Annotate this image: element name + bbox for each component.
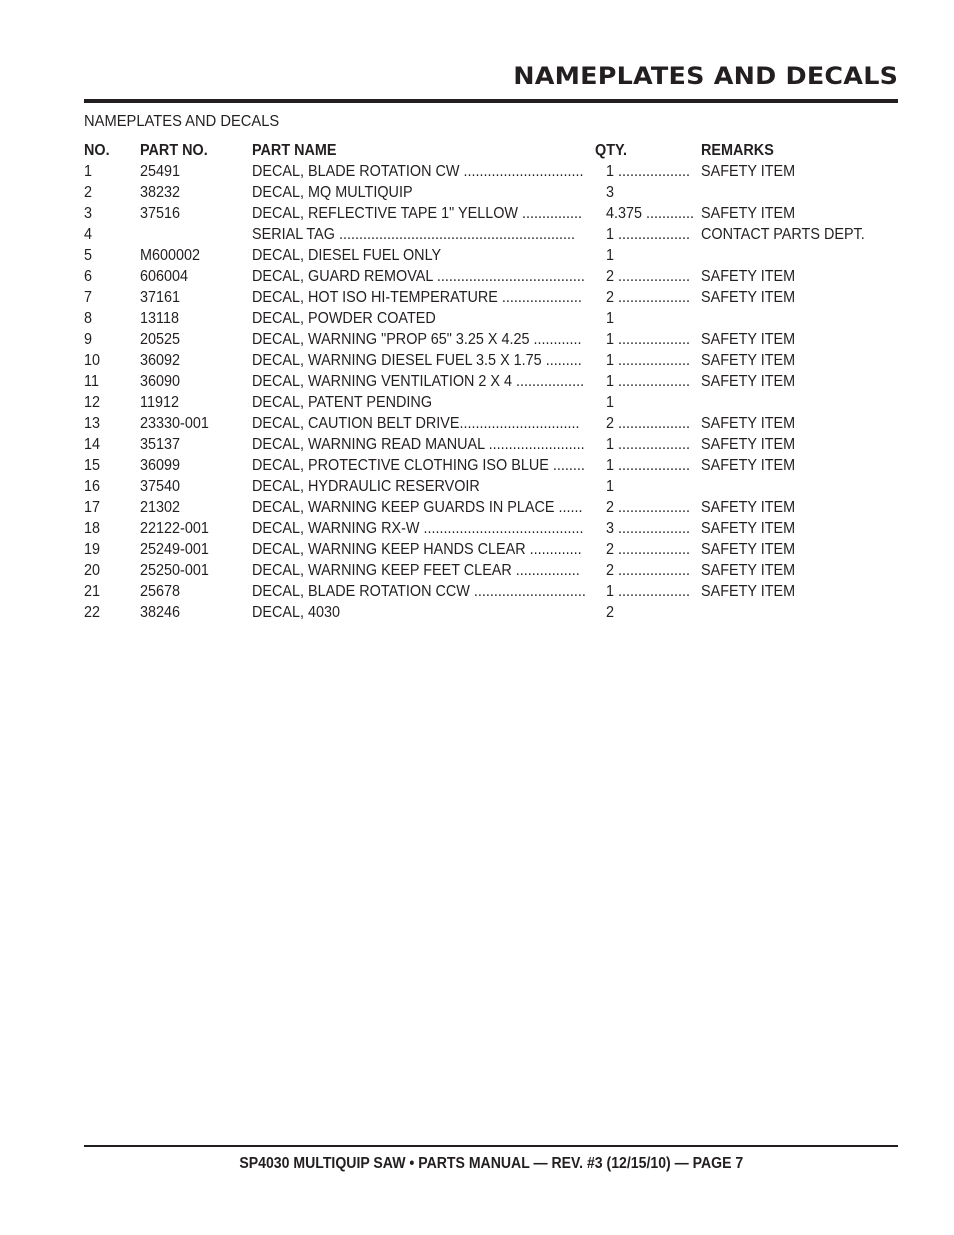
header-remarks: REMARKS: [701, 142, 774, 159]
table-row: [84, 392, 898, 413]
cell-remarks: SAFETY ITEM: [701, 415, 796, 432]
cell-qty: 2: [606, 604, 615, 621]
cell-remarks: SAFETY ITEM: [701, 268, 796, 285]
cell-part-no: 36092: [140, 352, 181, 369]
table-row: [84, 497, 898, 518]
cell-no: 8: [84, 310, 93, 327]
cell-qty: 1 ..................: [606, 331, 691, 348]
cell-qty: 2 ..................: [606, 499, 691, 516]
cell-no: 21: [84, 583, 101, 600]
cell-qty: 2 ..................: [606, 562, 691, 579]
cell-no: 15: [84, 457, 101, 474]
cell-part-name: DECAL, WARNING RX-W ........................................: [252, 520, 584, 537]
table-row: [84, 329, 898, 350]
cell-part-no: 20525: [140, 331, 181, 348]
cell-remarks: SAFETY ITEM: [701, 436, 796, 453]
cell-no: 17: [84, 499, 101, 516]
cell-part-name: DECAL, WARNING DIESEL FUEL 3.5 X 1.75 .........: [252, 352, 582, 369]
cell-qty: 1: [606, 394, 615, 411]
table-row: [84, 203, 898, 224]
table-row: [84, 560, 898, 581]
cell-part-no: 13118: [140, 310, 179, 327]
cell-part-no: 11912: [140, 394, 179, 411]
cell-qty: 2 ..................: [606, 268, 691, 285]
cell-no: 10: [84, 352, 101, 369]
cell-part-no: 25249-001: [140, 541, 209, 558]
table-row: [84, 308, 898, 329]
cell-part-name: DECAL, WARNING "PROP 65" 3.25 X 4.25 ............: [252, 331, 582, 348]
cell-part-name: DECAL, WARNING KEEP GUARDS IN PLACE ......: [252, 499, 583, 516]
cell-part-no: 36099: [140, 457, 181, 474]
header-no: NO.: [84, 142, 110, 159]
cell-qty: 2 ..................: [606, 289, 691, 306]
cell-remarks: SAFETY ITEM: [701, 583, 796, 600]
table-body: [84, 161, 898, 623]
cell-remarks: SAFETY ITEM: [701, 373, 796, 390]
table-row: [84, 287, 898, 308]
cell-part-no: 35137: [140, 436, 181, 453]
title-rule: [84, 99, 898, 103]
cell-part-no: 38246: [140, 604, 181, 621]
table-row: [84, 434, 898, 455]
cell-remarks: SAFETY ITEM: [701, 289, 796, 306]
cell-no: 20: [84, 562, 101, 579]
cell-remarks: SAFETY ITEM: [701, 499, 796, 516]
cell-part-name: DECAL, CAUTION BELT DRIVE..............................: [252, 415, 580, 432]
footer-text: SP4030 MULTIQUIP SAW • PARTS MANUAL — REV. #3 (12/15/10) — PAGE 7: [239, 1155, 743, 1172]
cell-part-no: 38232: [140, 184, 181, 201]
cell-part-no: 37540: [140, 478, 181, 495]
cell-no: 16: [84, 478, 101, 495]
cell-no: 3: [84, 205, 93, 222]
cell-part-no: 25250-001: [140, 562, 209, 579]
table-row: [84, 413, 898, 434]
cell-part-name: DECAL, WARNING KEEP HANDS CLEAR .............: [252, 541, 582, 558]
cell-remarks: SAFETY ITEM: [701, 331, 796, 348]
cell-part-name: DECAL, PATENT PENDING: [252, 394, 433, 411]
cell-part-no: 23330-001: [140, 415, 209, 432]
cell-no: 4: [84, 226, 93, 243]
table-row: [84, 350, 898, 371]
cell-no: 19: [84, 541, 101, 558]
page-footer: [84, 1155, 898, 1173]
table-row: [84, 161, 898, 182]
cell-no: 2: [84, 184, 93, 201]
table-header-row: [84, 140, 898, 161]
cell-no: 12: [84, 394, 101, 411]
cell-part-no: 22122-001: [140, 520, 209, 537]
table-row: [84, 455, 898, 476]
cell-no: 11: [84, 373, 99, 390]
cell-no: 9: [84, 331, 93, 348]
table-row: [84, 371, 898, 392]
cell-no: 18: [84, 520, 101, 537]
footer-rule: [84, 1145, 898, 1147]
cell-remarks: CONTACT PARTS DEPT.: [701, 226, 865, 243]
cell-part-no: 37161: [140, 289, 181, 306]
cell-remarks: SAFETY ITEM: [701, 352, 796, 369]
cell-part-name: DECAL, WARNING READ MANUAL ........................: [252, 436, 585, 453]
table-row: [84, 245, 898, 266]
cell-part-name: DECAL, WARNING KEEP FEET CLEAR ................: [252, 562, 580, 579]
cell-part-no: 25491: [140, 163, 181, 180]
cell-part-name: DECAL, HYDRAULIC RESERVOIR: [252, 478, 480, 495]
cell-qty: 2 ..................: [606, 541, 691, 558]
cell-qty: 1 ..................: [606, 436, 691, 453]
cell-qty: 2 ..................: [606, 415, 691, 432]
cell-part-name: DECAL, MQ MULTIQUIP: [252, 184, 413, 201]
cell-no: 6: [84, 268, 93, 285]
cell-qty: 1: [606, 478, 615, 495]
cell-part-name: DECAL, DIESEL FUEL ONLY: [252, 247, 442, 264]
cell-part-name: DECAL, GUARD REMOVAL .....................................: [252, 268, 585, 285]
cell-part-no: M600002: [140, 247, 201, 264]
table-row: [84, 602, 898, 623]
table-row: [84, 224, 898, 245]
cell-remarks: SAFETY ITEM: [701, 562, 796, 579]
cell-part-name: DECAL, BLADE ROTATION CCW ............................: [252, 583, 586, 600]
cell-remarks: SAFETY ITEM: [701, 205, 796, 222]
cell-part-no: 606004: [140, 268, 189, 285]
cell-qty: 1: [606, 247, 615, 264]
cell-remarks: SAFETY ITEM: [701, 520, 796, 537]
table-row: [84, 581, 898, 602]
cell-part-no: 25678: [140, 583, 181, 600]
cell-part-name: DECAL, REFLECTIVE TAPE 1" YELLOW ...............: [252, 205, 583, 222]
cell-no: 14: [84, 436, 101, 453]
cell-qty: 1: [606, 310, 615, 327]
cell-no: 7: [84, 289, 93, 306]
cell-part-name: DECAL, WARNING VENTILATION 2 X 4 .................: [252, 373, 585, 390]
cell-remarks: SAFETY ITEM: [701, 163, 796, 180]
cell-no: 22: [84, 604, 101, 621]
cell-no: 1: [84, 163, 93, 180]
cell-part-no: 36090: [140, 373, 181, 390]
cell-qty: 3: [606, 184, 615, 201]
table-row: [84, 266, 898, 287]
cell-part-name: DECAL, BLADE ROTATION CW ..............................: [252, 163, 584, 180]
cell-part-name: DECAL, PROTECTIVE CLOTHING ISO BLUE ........: [252, 457, 585, 474]
cell-part-no: 37516: [140, 205, 181, 222]
page-title: NAMEPLATES AND DECALS: [513, 62, 898, 90]
cell-part-name: SERIAL TAG ...........................................................: [252, 226, 576, 243]
cell-remarks: SAFETY ITEM: [701, 541, 796, 558]
table-row: [84, 182, 898, 203]
cell-no: 13: [84, 415, 101, 432]
cell-part-name: DECAL, HOT ISO HI-TEMPERATURE ....................: [252, 289, 582, 306]
cell-qty: 1 ..................: [606, 373, 691, 390]
cell-no: 5: [84, 247, 93, 264]
table-row: [84, 476, 898, 497]
parts-table: [84, 140, 898, 623]
cell-qty: 3 ..................: [606, 520, 691, 537]
cell-part-name: DECAL, 4030: [252, 604, 341, 621]
cell-qty: 1 ..................: [606, 226, 691, 243]
header-part-name: PART NAME: [252, 142, 337, 159]
table-row: [84, 539, 898, 560]
cell-part-name: DECAL, POWDER COATED: [252, 310, 436, 327]
section-heading: NAMEPLATES AND DECALS: [84, 113, 280, 130]
cell-qty: 1 ..................: [606, 583, 691, 600]
header-qty: QTY.: [595, 142, 628, 159]
header-part-no: PART NO.: [140, 142, 208, 159]
cell-qty: 1 ..................: [606, 163, 691, 180]
cell-qty: 4.375 ............: [606, 205, 695, 222]
cell-remarks: SAFETY ITEM: [701, 457, 796, 474]
table-row: [84, 518, 898, 539]
cell-qty: 1 ..................: [606, 352, 691, 369]
cell-part-no: 21302: [140, 499, 181, 516]
cell-qty: 1 ..................: [606, 457, 691, 474]
